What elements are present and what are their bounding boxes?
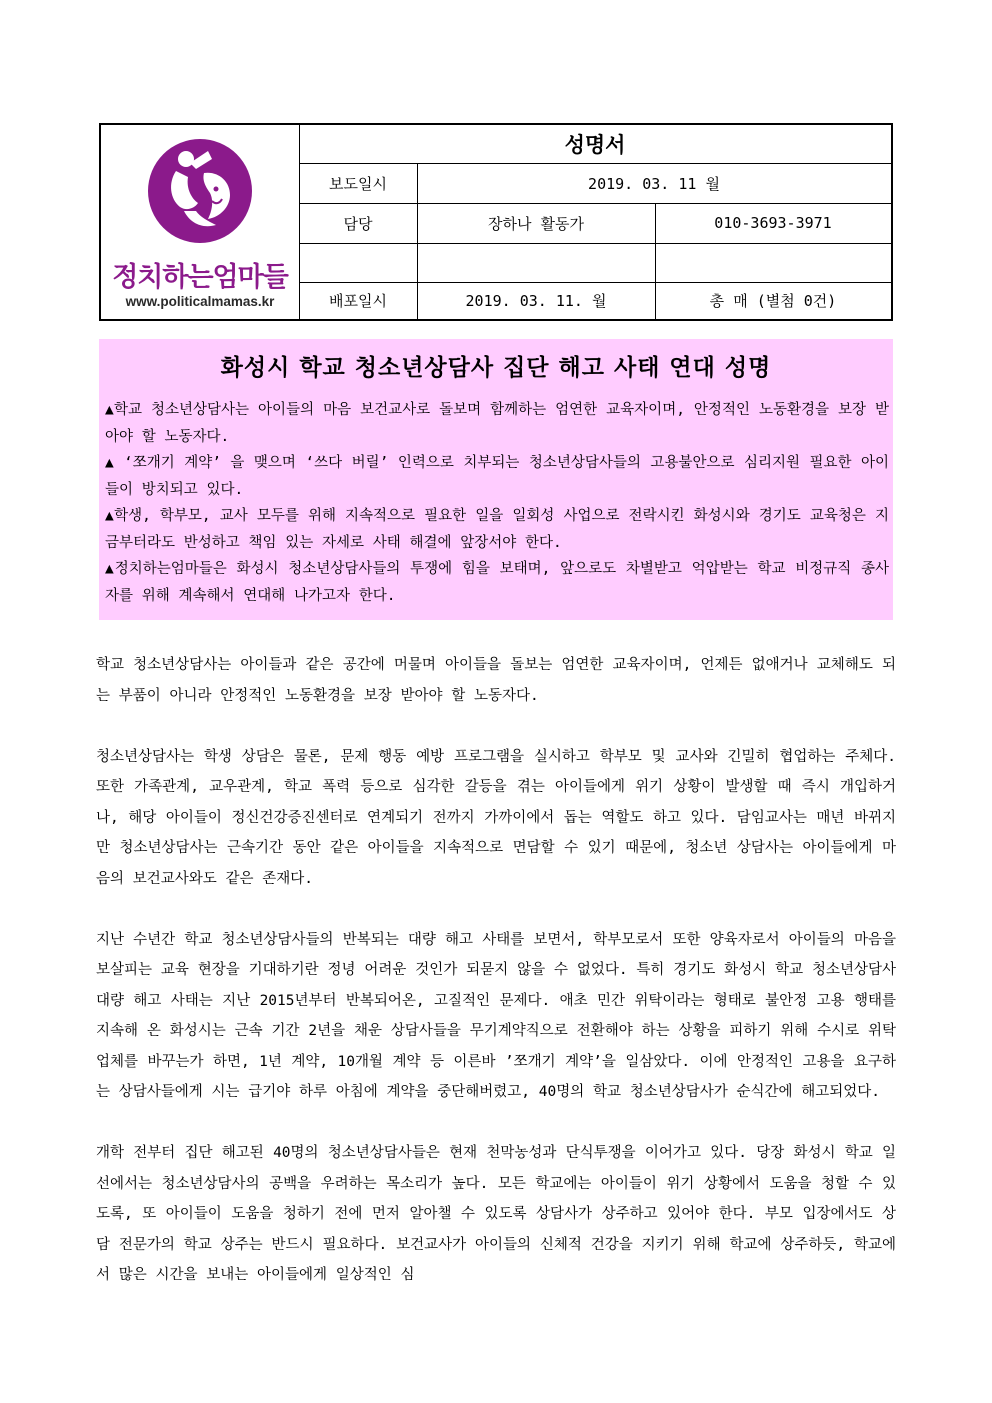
body-paragraph: 학교 청소년상담사는 아이들과 같은 공간에 머물며 아이들을 돌보는 엄연한 교육자이며, 언제든 없애거나 교체해도 되는 부품이 아니라 안정적인 노동환경을 보장 받아야 할 노동자다. xyxy=(96,657,896,704)
statement-title: 화성시 학교 청소년상담사 집단 해고 사태 연대 성명 xyxy=(220,354,772,381)
organization-name: 정치하는엄마들 xyxy=(112,262,288,293)
organization-url[interactable]: www.politicalmamas.kr xyxy=(125,294,275,309)
body-paragraph: 지난 수년간 학교 청소년상담사들의 반복되는 대량 해고 사태를 보면서, 학부모로서 또한 양육자로서 아이들의 마음을 보살피는 교육 현장을 기대하기란 정녕 어려운 것인가 되묻지 않을 수 없었다. 특히 경기도 화성시 학교 청소년상담사 대량 해고 사태는 지난 2015년부터 반복되어온, 고질적인 문제다. 애초 민간 위탁이라는 형태로 불안정 고용 행태를 지속해 온 화성시는 근속 기간 2년을 채운 상담사들을 무기계약직으로 전환해야 하는 상황을 피하기 위해 수시로 위탁 업체를 바꾸는가 하면, 1년 계약, 10개월 계약 등 이른바 ’쪼개기 계약’을 일삼았다. 이에 안정적인 고용을 요구하는 상담사들에게 시는 급기야 하루 아침에 계약을 중단해버렸고, 40명의 학교 청소년상담사가 순식간에 해고되었다. xyxy=(96,931,896,1100)
body-paragraph: 개학 전부터 집단 해고된 40명의 청소년상담사들은 현재 천막농성과 단식투쟁을 이어가고 있다. 당장 화성시 학교 일선에서는 청소년상담사의 공백을 우려하는 목소리가 높다. 모든 학교에는 아이들이 위기 상황에서 도움을 청할 수 있도록, 또 아이들이 도움을 청하기 전에 먼저 알아챌 수 있도록 상담사가 상주하고 있어야 한다. 부모 입장에서도 상담 전문가의 학교 상주는 반드시 필요하다. 보건교사가 아이들의 신체적 건강을 지키기 위해 학교에 상주하듯, 학교에서 많은 시간을 보내는 아이들에게 일상적인 심 xyxy=(96,1145,896,1283)
summary-box xyxy=(99,339,893,620)
organization-logo-icon xyxy=(146,137,254,245)
contact-phone: 010-3693-3971 xyxy=(714,214,832,232)
page-count: 총 매 (별첨 0건) xyxy=(709,292,837,310)
release-date-value: 2019. 03. 11 월 xyxy=(588,174,720,193)
body-paragraph: 청소년상담사는 학생 상담은 물론, 문제 행동 예방 프로그램을 실시하고 학부모 및 교사와 긴밀히 협업하는 주체다. 또한 가족관계, 교우관계, 학교 폭력 등으로 심각한 갈등을 겪는 아이들에게 위기 상황이 발생할 때 즉시 개입하거나, 해당 아이들이 정신건강증진센터로 연계되기 전까지 가까이에서 돕는 역할도 하고 있다. 담임교사는 매년 바뀌지만 청소년상담사는 근속기간 동안 같은 아이들을 지속적으로 면담할 수 있기 때문에, 청소년 상담사는 아이들에게 마음의 보건교사와도 같은 존재다. xyxy=(96,748,896,887)
contact-name: 장하나 활동가 xyxy=(488,214,584,233)
summary-point: ▲학생, 학부모, 교사 모두를 위해 지속적으로 필요한 일을 일회성 사업으로 전락시킨 화성시와 경기도 교육청은 지금부터라도 반성하고 책임 있는 자세로 사태 해결에 앞장서야 한다. xyxy=(105,508,889,551)
logo-cell xyxy=(101,125,300,319)
statement-body xyxy=(96,650,896,1321)
summary-points xyxy=(105,397,889,609)
empty-cell xyxy=(417,243,655,282)
empty-cell xyxy=(299,243,417,282)
distribution-date-value: 2019. 03. 11. 월 xyxy=(465,292,607,310)
header-table xyxy=(99,123,893,321)
summary-point: ▲정치하는엄마들은 화성시 청소년상담사들의 투쟁에 힘을 보태며, 앞으로도 차별받고 억압받는 학교 비정규직 종사자를 위해 계속해서 연대해 나가고자 한다. xyxy=(105,561,889,604)
empty-cell xyxy=(655,243,891,282)
release-date-label: 보도일시 xyxy=(329,174,387,193)
distribution-date-label: 배포일시 xyxy=(329,292,387,310)
contact-label: 담당 xyxy=(343,214,373,233)
document-type: 성명서 xyxy=(564,132,626,157)
summary-point: ▲ ‘쪼개기 계약’ 을 맺으며 ‘쓰다 버릴’ 인력으로 치부되는 청소년상담사들의 고용불안으로 심리지원 필요한 아이들이 방치되고 있다. xyxy=(105,455,889,498)
summary-point: ▲학교 청소년상담사는 아이들의 마음 보건교사로 돌보며 함께하는 엄연한 교육자이며, 안정적인 노동환경을 보장 받아야 할 노동자다. xyxy=(105,402,889,445)
